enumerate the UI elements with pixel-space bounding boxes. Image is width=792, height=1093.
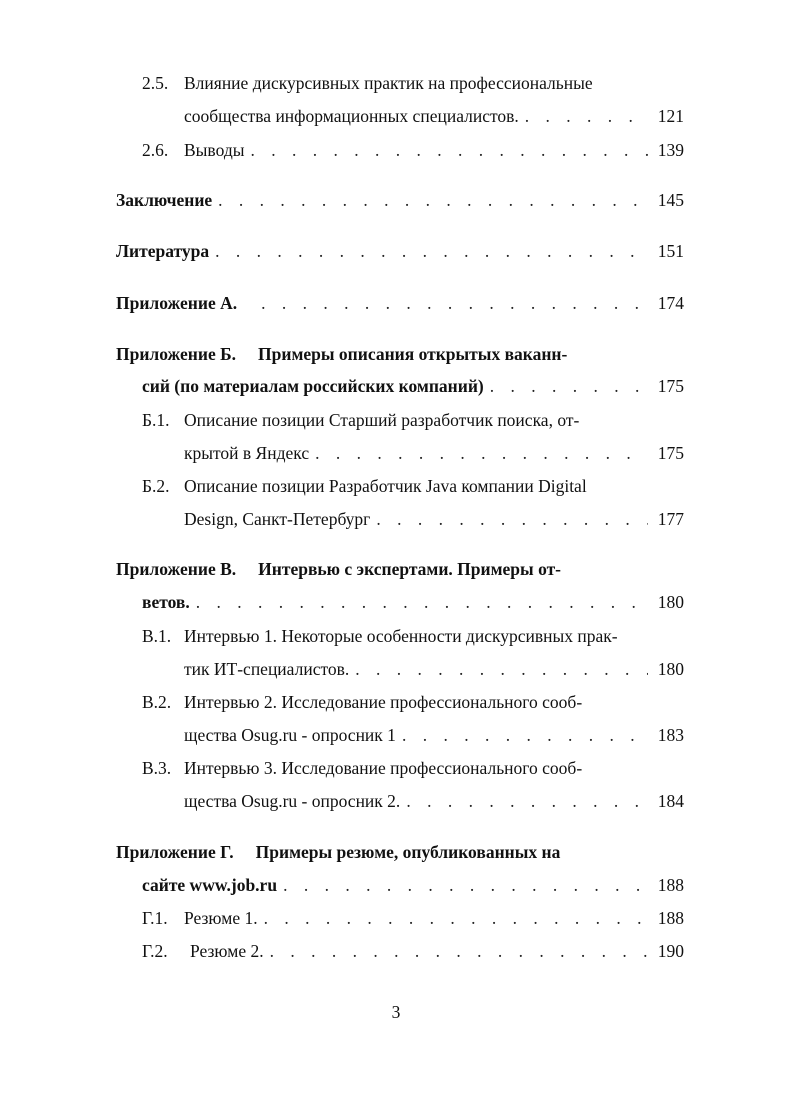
toc-entry-number: Г.2.	[142, 941, 168, 961]
toc-entry-v3-line2[interactable]	[184, 790, 684, 812]
appendix-title-cont: ветов.	[142, 592, 190, 612]
toc-entry-appendix-v-line1	[116, 558, 656, 580]
toc-entry-number: 2.6.	[142, 140, 169, 160]
toc-entry-appendix-v-line2[interactable]	[142, 591, 684, 613]
leader-dots	[315, 442, 648, 464]
leader-dots	[196, 591, 648, 613]
toc-page-number: 174	[657, 293, 684, 313]
toc-entry-title: Резюме 1.	[184, 908, 258, 928]
leader-dots	[376, 508, 648, 530]
toc-entry-v2-line1	[142, 691, 658, 713]
toc-page-number: 180	[657, 592, 684, 612]
toc-entry-title: Литература	[116, 241, 210, 261]
appendix-title: Интервью с экспертами. Примеры от-	[258, 559, 562, 579]
toc-entry-number: В.1.	[142, 626, 172, 646]
leader-dots	[406, 790, 648, 812]
toc-entry-title: Заключение	[116, 190, 213, 210]
toc-page-number: 183	[657, 725, 684, 745]
leader-dots	[270, 940, 648, 962]
toc-page-number: 121	[657, 106, 684, 126]
toc-entry-b1-line2[interactable]	[184, 442, 684, 464]
toc-entry-title: Описание позиции Разработчик Java компании Digital	[184, 476, 587, 496]
leader-dots	[355, 658, 648, 680]
toc-entry-title-cont: Design, Санкт-Петербург	[184, 509, 371, 529]
leader-dots	[402, 724, 648, 746]
toc-entry-2-5-line2[interactable]	[184, 105, 684, 127]
toc-entry-b2-line2[interactable]	[184, 508, 684, 530]
toc-page-number: 175	[657, 443, 684, 463]
leader-dots	[215, 240, 648, 262]
toc-entry-title: Интервью 3. Исследование профессионального сооб-	[184, 758, 583, 778]
toc-page-number: 145	[657, 190, 684, 210]
toc-page-number: 180	[657, 659, 684, 679]
toc-entry-title-cont: тик ИТ-специалистов.	[184, 659, 350, 679]
toc-entry-2-5-line1	[142, 72, 658, 94]
toc-entry-g2[interactable]	[142, 940, 684, 962]
toc-page-number: 151	[657, 241, 684, 261]
leader-dots	[283, 874, 648, 896]
leader-dots	[525, 105, 648, 127]
toc-page-number: 184	[657, 791, 684, 811]
toc-page-number: 175	[657, 376, 684, 396]
toc-entry-g1[interactable]	[142, 907, 684, 929]
appendix-title: Примеры описания открытых ваканн-	[258, 344, 568, 364]
leader-dots	[264, 907, 648, 929]
toc-entry-b2-line1	[142, 475, 658, 497]
toc-entry-appendix-b-line2[interactable]	[142, 375, 684, 397]
appendix-title: Примеры резюме, опубликованных на	[255, 842, 561, 862]
toc-entry-number: Г.1.	[142, 908, 168, 928]
toc-entry-v3-line1	[142, 757, 658, 779]
appendix-label: Приложение В.	[116, 559, 237, 579]
toc-page-number: 139	[657, 140, 684, 160]
toc-entry-appendix-a[interactable]	[116, 292, 684, 314]
toc-entry-conclusion[interactable]	[116, 189, 684, 211]
appendix-label: Приложение Б.	[116, 344, 237, 364]
toc-entry-v1-line1	[142, 625, 658, 647]
toc-entry-title-cont: щества Osug.ru - опросник 1	[184, 725, 396, 745]
toc-entry-number: В.3.	[142, 758, 172, 778]
leader-dots	[490, 375, 648, 397]
toc-page-number: 190	[657, 941, 684, 961]
toc-entry-appendix-g-line2[interactable]	[142, 874, 684, 896]
toc-page-number: 188	[657, 908, 684, 928]
leader-dots	[218, 189, 648, 211]
toc-entry-appendix-b-line1	[116, 343, 656, 365]
toc-entry-b1-line1	[142, 409, 658, 431]
appendix-label: Приложение Г.	[116, 842, 234, 862]
toc-entry-title: Выводы	[184, 140, 245, 160]
toc-entry-literature[interactable]	[116, 240, 684, 262]
toc-entry-2-6[interactable]	[142, 139, 684, 161]
leader-dots	[261, 292, 648, 314]
toc-entry-number: Б.2.	[142, 476, 170, 496]
toc-entry-number: В.2.	[142, 692, 172, 712]
toc-entry-title: Резюме 2.	[190, 941, 264, 961]
toc-entry-number: 2.5.	[142, 73, 169, 93]
toc-entry-title: Интервью 1. Некоторые особенности дискурсивных прак-	[184, 626, 618, 646]
toc-entry-title-cont: щества Osug.ru - опросник 2.	[184, 791, 401, 811]
toc-entry-title-cont: сообщества информационных специалистов.	[184, 106, 519, 126]
toc-entry-title: Описание позиции Старший разработчик поиска, от-	[184, 410, 580, 430]
toc-page-number: 177	[657, 509, 684, 529]
toc-entry-v2-line2[interactable]	[184, 724, 684, 746]
leader-dots	[250, 139, 648, 161]
toc-entry-title: Интервью 2. Исследование профессионального сооб-	[184, 692, 583, 712]
toc-entry-v1-line2[interactable]	[184, 658, 684, 680]
toc-entry-number: Б.1.	[142, 410, 170, 430]
toc-page-number: 188	[657, 875, 684, 895]
toc-entry-appendix-g-line1	[116, 841, 656, 863]
page-number: 3	[391, 1002, 401, 1022]
toc-entry-title: Приложение А.	[116, 293, 238, 313]
appendix-title-cont: сий (по материалам российских компаний)	[142, 376, 484, 396]
appendix-title-cont: сайте www.job.ru	[142, 875, 278, 895]
toc-entry-title-cont: крытой в Яндекс	[184, 443, 310, 463]
toc-entry-title: Влияние дискурсивных практик на профессиональные	[184, 73, 593, 93]
